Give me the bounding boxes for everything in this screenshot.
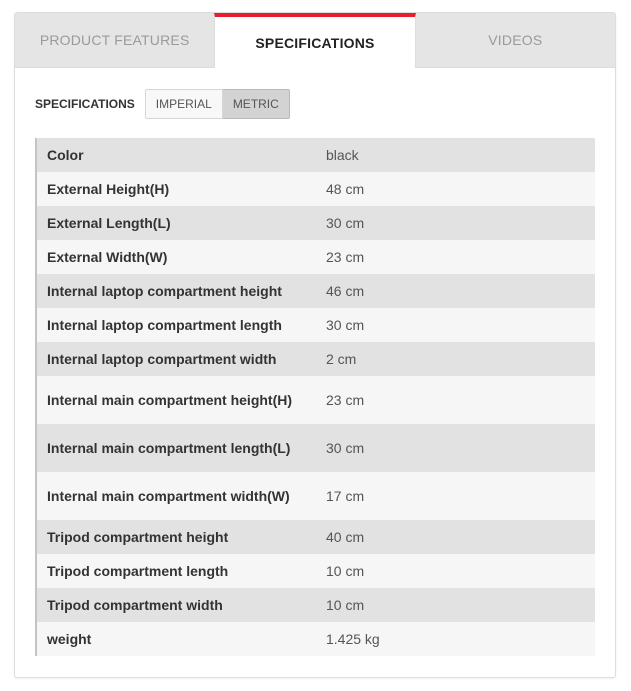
spec-name: Internal main compartment height(H)	[47, 392, 293, 408]
spec-value: 48 cm	[326, 181, 365, 197]
spec-value: black	[326, 147, 359, 163]
spec-value: 17 cm	[326, 488, 365, 504]
tab-specifications[interactable]: SPECIFICATIONS	[214, 13, 415, 68]
spec-name: Tripod compartment width	[47, 597, 223, 613]
spec-value: 10 cm	[326, 563, 365, 579]
metric-button[interactable]: METRIC	[223, 89, 290, 119]
spec-name: Internal laptop compartment width	[47, 351, 277, 367]
spec-table	[35, 138, 595, 656]
spec-name: External Height(H)	[47, 181, 170, 197]
tab-videos[interactable]: VIDEOS	[416, 13, 615, 68]
unit-toggle-label: SPECIFICATIONS	[35, 96, 135, 111]
spec-value: 10 cm	[326, 597, 365, 613]
spec-row	[37, 554, 595, 588]
spec-name: Color	[47, 147, 84, 163]
spec-value: 40 cm	[326, 529, 365, 545]
spec-name: External Width(W)	[47, 249, 168, 265]
spec-name: weight	[47, 631, 92, 647]
spec-row	[37, 342, 595, 376]
spec-name: Tripod compartment length	[47, 563, 229, 579]
imperial-button[interactable]: IMPERIAL	[145, 89, 223, 119]
spec-name: External Length(L)	[47, 215, 171, 231]
spec-row	[37, 588, 595, 622]
spec-value: 23 cm	[326, 249, 365, 265]
spec-row	[37, 274, 595, 308]
spec-value: 46 cm	[326, 283, 365, 299]
spec-row	[37, 206, 595, 240]
spec-name: Internal laptop compartment height	[47, 283, 282, 299]
spec-row	[37, 240, 595, 274]
spec-row	[37, 520, 595, 554]
specifications-panel	[14, 12, 616, 678]
spec-name: Internal laptop compartment length	[47, 317, 282, 333]
spec-row	[37, 138, 595, 172]
spec-row	[37, 472, 595, 520]
spec-value: 30 cm	[326, 317, 365, 333]
spec-value: 2 cm	[326, 351, 357, 367]
spec-name: Internal main compartment width(W)	[47, 488, 290, 504]
spec-row	[37, 622, 595, 656]
spec-value: 30 cm	[326, 215, 365, 231]
tab-bar	[15, 13, 615, 68]
spec-value: 23 cm	[326, 392, 365, 408]
spec-name: Internal main compartment length(L)	[47, 440, 291, 456]
unit-toggle-group	[35, 88, 290, 119]
spec-row	[37, 172, 595, 206]
spec-row	[37, 424, 595, 472]
spec-value: 30 cm	[326, 440, 365, 456]
spec-row	[37, 376, 595, 424]
tab-product-features[interactable]: PRODUCT FEATURES	[15, 13, 214, 68]
spec-name: Tripod compartment height	[47, 529, 229, 545]
spec-row	[37, 308, 595, 342]
spec-value: 1.425 kg	[326, 631, 380, 647]
